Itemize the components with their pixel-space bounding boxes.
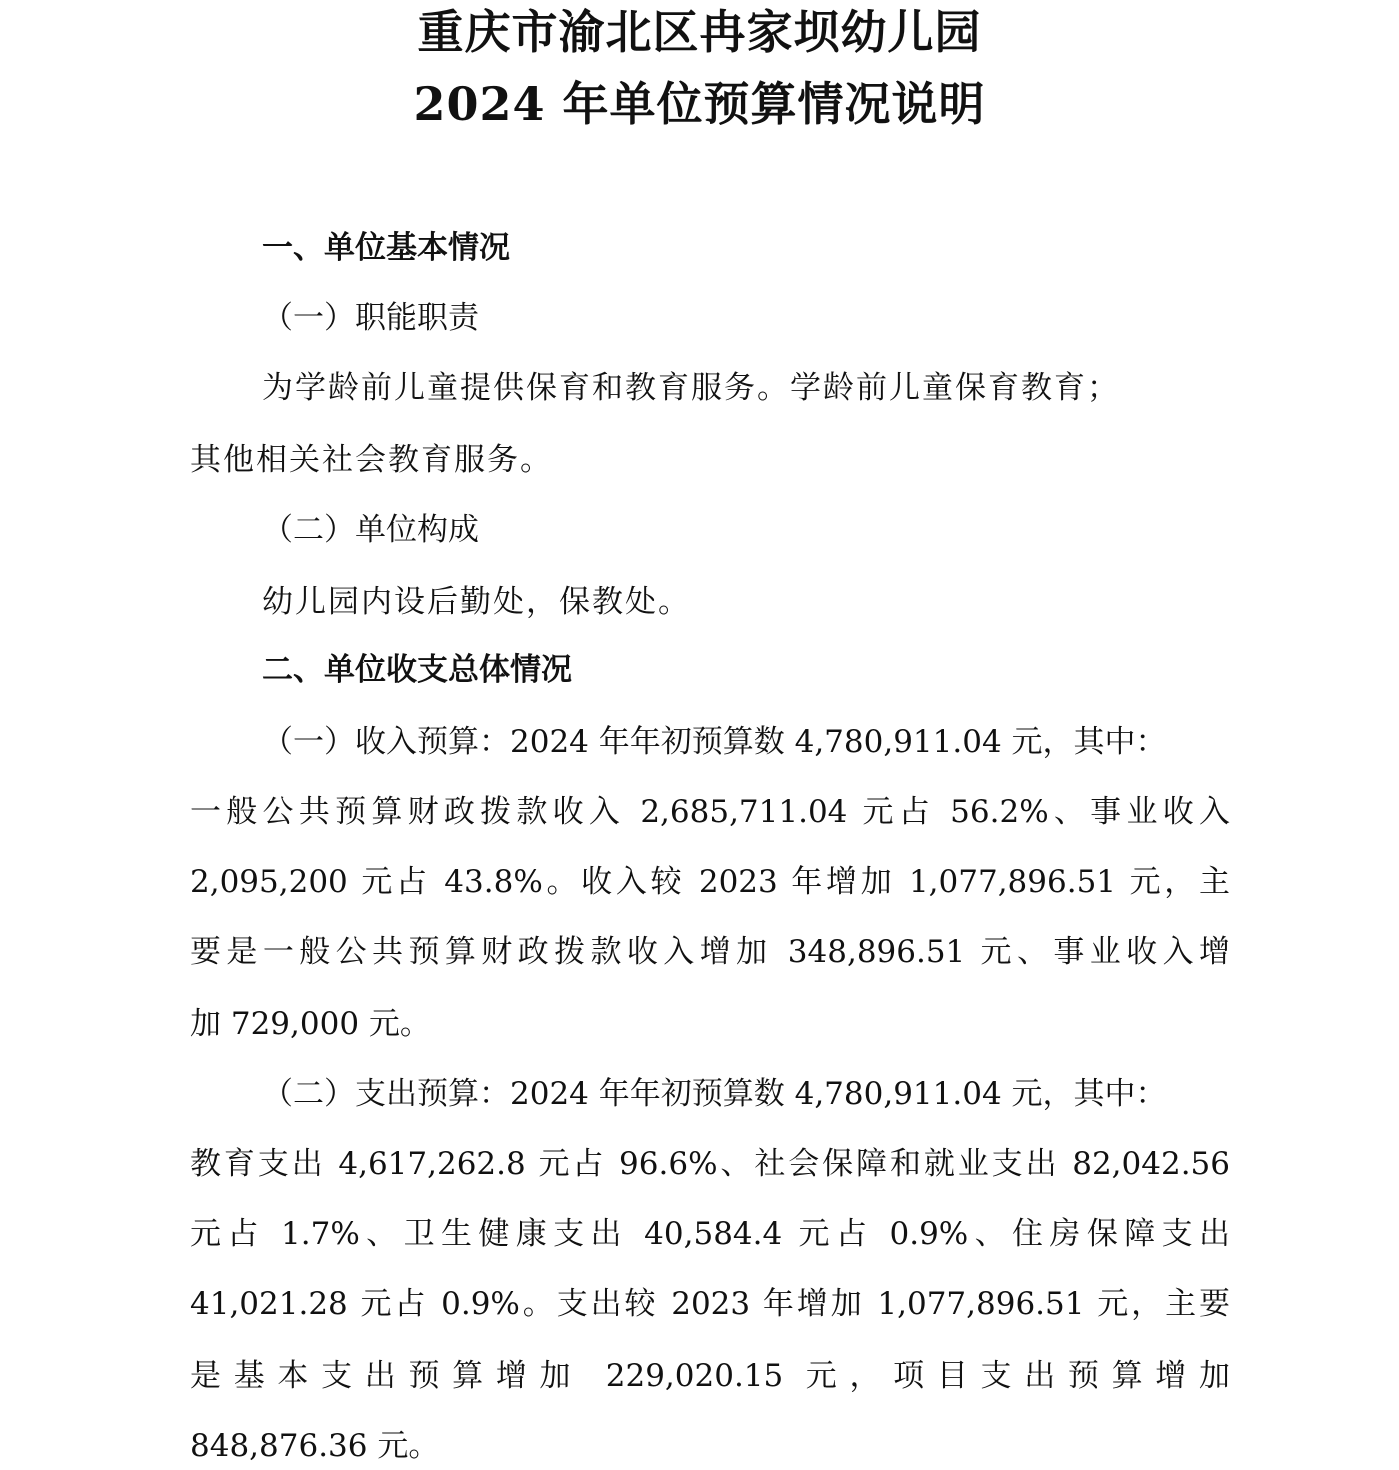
expense-first-line	[262, 1074, 1167, 1114]
expense-line-1: 2024 年年初预算数 4,780,911.04 元，其中：	[510, 1076, 1167, 1112]
document-title-line-1: 重庆市渝北区冉家坝幼儿园	[417, 5, 982, 59]
expense-label: （二）支出预算：	[262, 1076, 510, 1112]
section-2-heading: 二、单位收支总体情况	[262, 652, 572, 688]
section-1-sub-1-heading: （一）职能职责	[262, 300, 479, 336]
section-1-sub-2-line-1: 幼儿园内设后勤处，保教处。	[262, 584, 691, 620]
income-line-1: 2024 年年初预算数 4,780,911.04 元，其中：	[510, 724, 1167, 760]
income-label: （一）收入预算：	[262, 724, 510, 760]
income-first-line	[262, 722, 1167, 762]
section-1-heading: 一、单位基本情况	[262, 230, 510, 266]
expense-line-5: 是基本支出预算增加 229,020.15 元，项目支出预算增加	[190, 1358, 1230, 1394]
expense-line-4: 41,021.28 元占 0.9%。支出较 2023 年增加 1,077,896.51 元，主要	[190, 1286, 1230, 1322]
expense-line-2: 教育支出 4,617,262.8 元占 96.6%、社会保障和就业支出 82,042.56	[190, 1146, 1230, 1182]
income-line-2: 一般公共预算财政拨款收入 2,685,711.04 元占 56.2%、事业收入	[190, 794, 1230, 830]
income-line-5: 加 729,000 元。	[190, 1006, 431, 1042]
section-1-sub-1-line-1: 为学龄前儿童提供保育和教育服务。学龄前儿童保育教育；	[262, 370, 1120, 406]
income-line-3: 2,095,200 元占 43.8%。收入较 2023 年增加 1,077,896.51 元，主	[190, 864, 1230, 900]
section-1-sub-2-heading: （二）单位构成	[262, 512, 479, 548]
section-1-sub-1-line-2: 其他相关社会教育服务。	[190, 442, 553, 478]
income-line-4: 要是一般公共预算财政拨款收入增加 348,896.51 元、事业收入增	[190, 934, 1230, 970]
document-title-line-2: 2024 年单位预算情况说明	[413, 77, 986, 131]
expense-line-3: 元占 1.7%、卫生健康支出 40,584.4 元占 0.9%、住房保障支出	[190, 1216, 1230, 1252]
expense-line-6: 848,876.36 元。	[190, 1428, 440, 1464]
